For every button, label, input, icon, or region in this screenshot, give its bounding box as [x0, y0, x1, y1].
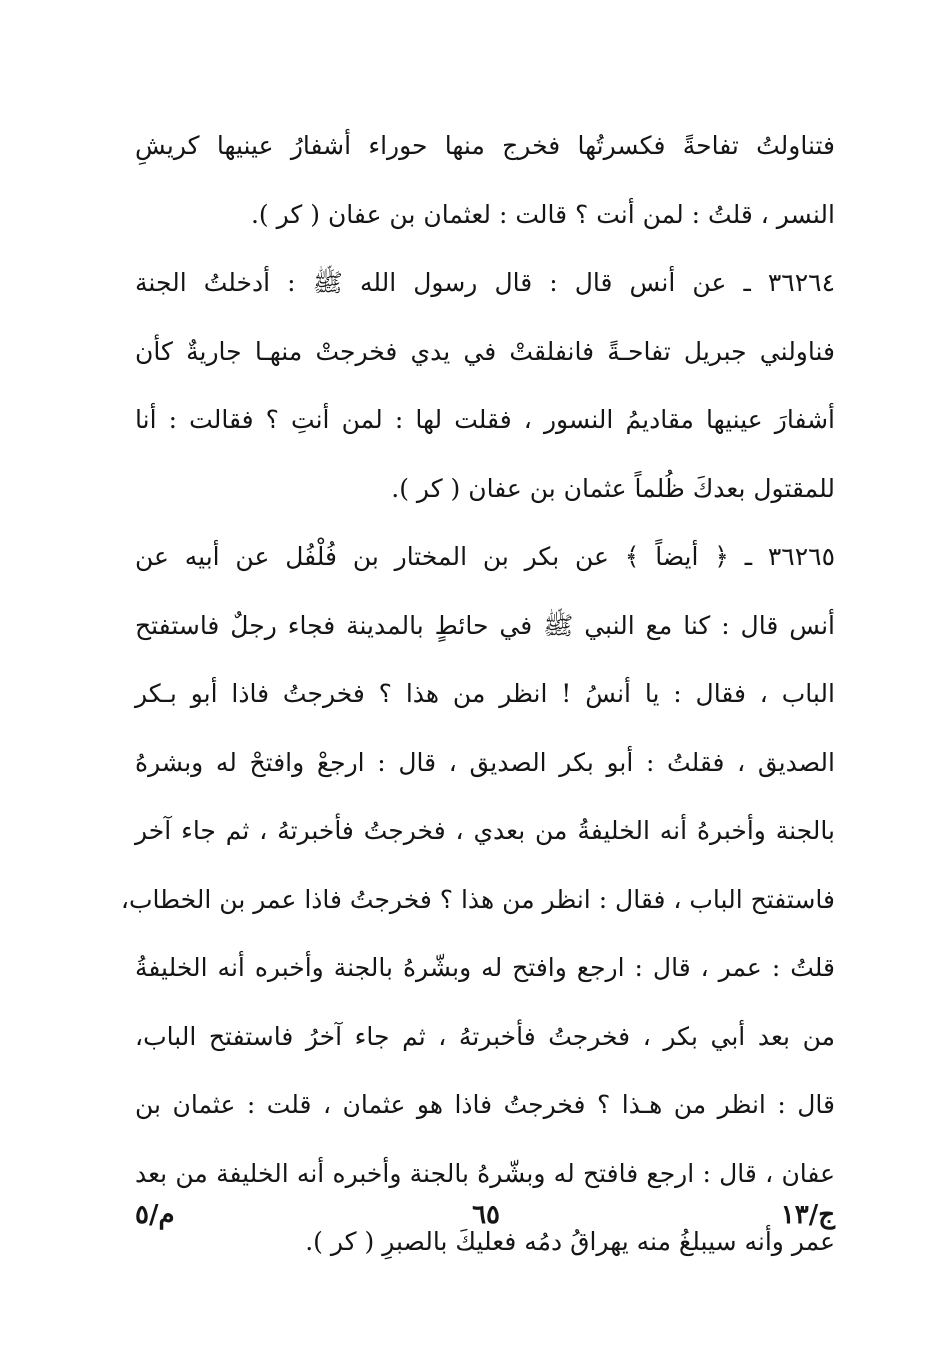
- text-line: أنس قال : كنا مع النبي ﷺ في حائطٍ بالمدينة فجاء رجلٌ فاستفتح: [135, 610, 835, 640]
- text-line: النسر ، قلتُ : لمن أنت ؟ قالت : لعثمان بن عفان ( كر ).: [250, 199, 835, 229]
- text-line: الصديق ، فقلتُ : أبو بكر الصديق ، قال : ارجعْ وافتحْ له وبشرهُ: [135, 747, 835, 777]
- text-line: فناولني جبريل تفاحـةً فانفلقتْ في يدي فخرجتْ منهـا جاريةٌ كأن: [135, 336, 835, 366]
- text-line: قلتُ : عمر ، قال : ارجع وافتح له وبشّرهُ بالجنة وأخبره أنه الخليفةُ: [135, 953, 835, 982]
- signature-mark: م/٥: [135, 1200, 175, 1230]
- page-footer: [135, 1195, 835, 1235]
- text-line: ٣٦٢٦٥ ـ ﴿ أيضاً ﴾ عن بكر بن المختار بن فُلْفُل عن أبيه عن: [135, 542, 835, 571]
- text-line: الباب ، فقال : يا أنسُ ! انظر من هذا ؟ فخرجتُ فاذا أبو بـكر: [135, 679, 835, 708]
- text-line: للمقتول بعدكَ ظُلماً عثمان بن عفان ( كر ).: [391, 473, 835, 503]
- main-text: [120, 112, 835, 1277]
- text-line: بالجنة وأخبرهُ أنه الخليفةُ من بعدي ، فخرجتُ فأخبرتهُ ، ثم جاء آخر: [135, 816, 835, 845]
- text-line: ٣٦٢٦٤ ـ عن أنس قال : قال رسول الله ﷺ : أدخلتُ الجنة: [135, 268, 835, 297]
- text-line: عمر وأنه سيبلغُ منه يهراقُ دمُه فعليكَ بالصبرِ ( كر ).: [305, 1227, 835, 1256]
- text-line: من بعد أبي بكر ، فخرجتُ فأخبرتهُ ، ثم جاء آخرُ فاستفتح الباب،: [135, 1021, 835, 1051]
- text-line: أشفارَ عينيها مقاديمُ النسور ، فقلت لها : لمن أنتِ ؟ فقالت : أنا: [135, 405, 835, 434]
- page-number: ٦٥: [472, 1200, 500, 1230]
- text-line: فاستفتح الباب ، فقال : انظر من هذا ؟ فخرجتُ فاذا عمر بن الخطاب،: [120, 884, 835, 914]
- text-line: عفان ، قال : ارجع فافتح له وبشّرهُ بالجنة وأخبره أنه الخليفة من بعد: [135, 1158, 835, 1188]
- text-line: قال : انظر من هـذا ؟ فخرجتُ فاذا هو عثمان ، قلت : عثمان بن: [135, 1090, 835, 1119]
- text-line: فتناولتُ تفاحةً فكسرتُها فخرج منها حوراء أشفارُ عينيها كريشِ: [135, 131, 835, 160]
- volume-number: ج/١٣: [780, 1200, 835, 1230]
